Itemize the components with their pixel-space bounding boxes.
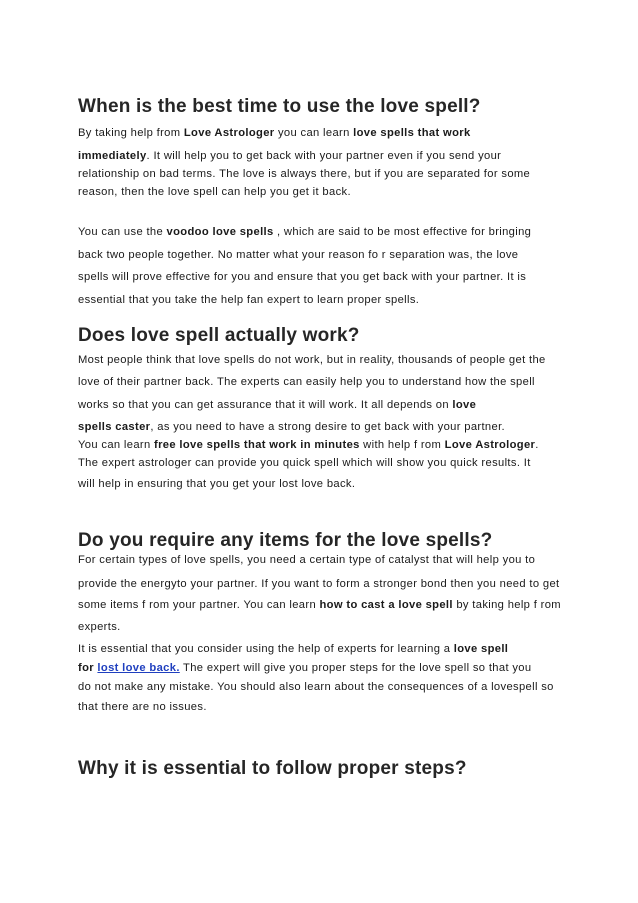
paragraph-line: The expert astrologer can provide you quick spell which will show you quick results. It xyxy=(78,457,531,469)
paragraph-line: relationship on bad terms. The love is always there, but if you are separated for some xyxy=(78,168,531,180)
paragraph-line: will help in ensuring that you get your lost love back. xyxy=(78,478,356,490)
paragraph-line: works so that you can get assurance that it will work. It all depends on love xyxy=(78,399,477,411)
paragraph-line: By taking help from Love Astrologer you can learn love spells that work xyxy=(78,127,471,139)
paragraph-line: You can use the voodoo love spells , which are said to be most effective for bringing xyxy=(78,226,532,238)
paragraph-line: For certain types of love spells, you need a certain type of catalyst that will help you to xyxy=(78,554,536,566)
paragraph-line: You can learn free love spells that work in minutes with help f rom Love Astrologer. xyxy=(78,439,539,451)
paragraph-line: spells will prove effective for you and ensure that you get back with your partner. It is xyxy=(78,271,527,283)
paragraph-line: experts. xyxy=(78,621,121,633)
section-heading: Do you require any items for the love spells? xyxy=(78,530,493,551)
paragraph-line: for lost love back. The expert will give you proper steps for the love spell so that you xyxy=(78,662,532,674)
paragraph-line: back two people together. No matter what your reason fo r separation was, the love xyxy=(78,249,519,261)
paragraph-line: spells caster, as you need to have a strong desire to get back with your partner. xyxy=(78,421,505,433)
paragraph-line: love of their partner back. The experts can easily help you to understand how the spell xyxy=(78,376,535,388)
paragraph-line: some items f rom your partner. You can learn how to cast a love spell by taking help f rom xyxy=(78,599,561,611)
lost-love-back-link[interactable]: lost love back. xyxy=(97,662,180,674)
paragraph-line: reason, then the love spell can help you get it back. xyxy=(78,186,351,198)
paragraph-line: do not make any mistake. You should also learn about the consequences of a lovespell so xyxy=(78,681,554,693)
section-heading: Does love spell actually work? xyxy=(78,325,360,346)
paragraph-line: essential that you take the help fan expert to learn proper spells. xyxy=(78,294,420,306)
section-heading: When is the best time to use the love spell? xyxy=(78,96,481,117)
paragraph-line: Most people think that love spells do not work, but in reality, thousands of people get the xyxy=(78,354,546,366)
paragraph-line: immediately. It will help you to get back with your partner even if you send your xyxy=(78,150,502,162)
paragraph-line: provide the energyto your partner. If you want to form a stronger bond then you need to get xyxy=(78,578,560,590)
paragraph-line: It is essential that you consider using the help of experts for learning a love spell xyxy=(78,643,509,655)
section-heading: Why it is essential to follow proper steps? xyxy=(78,758,467,779)
paragraph-line: that there are no issues. xyxy=(78,701,207,713)
